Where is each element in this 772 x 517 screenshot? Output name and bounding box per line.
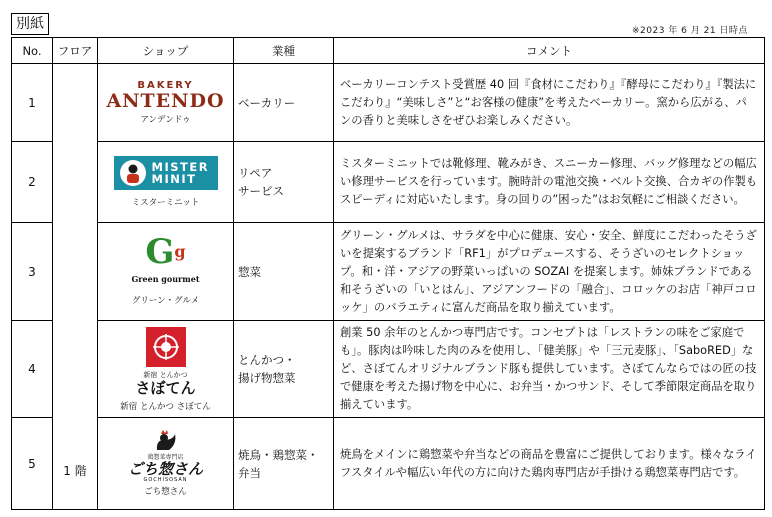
attachment-label: 別紙: [11, 13, 49, 35]
business-cell: [234, 321, 334, 418]
as-of-date: ※2023 年 6 月 21 日時点: [632, 26, 748, 36]
shop-name: 新宿 とんかつ さぼてん: [120, 401, 211, 412]
antendo-logo: [98, 80, 233, 125]
business-cell: [234, 418, 334, 510]
logo-text-main: ANTENDO: [106, 90, 225, 112]
logo-text-line1: MISTER: [151, 160, 210, 174]
comment-cell: 焼鳥をメインに鶏惣菜や弁当などの商品を豊富にご提供しております。様々なライフスタイルや幅広い年代の方に向けた鶏肉専門店が手掛ける鶏惣菜専門店です。: [334, 418, 765, 510]
shop-cell: [98, 64, 234, 142]
business-cell: [234, 223, 334, 321]
row-number: 3: [12, 223, 53, 321]
logo-subtext: 新宿 とんかつ: [143, 370, 188, 379]
saboten-mark-icon: [146, 327, 186, 367]
logo-mark: [145, 232, 186, 274]
table-row: [12, 321, 765, 418]
comment-cell: ベーカリーコンテスト受賞歴 40 回『食材にこだわり』『酵母にこだわり』『製法にこだわり』“美味しさ”と“お客様の健康”を考えたベーカリー。窯から広がる、パンの香りと美味しさをぜひお楽しみください。: [334, 64, 765, 142]
shop-name: アンデンドゥ: [140, 115, 191, 125]
shop-cell: [98, 418, 234, 510]
business-line: サービス: [238, 184, 284, 198]
mister-minit-logo: [98, 156, 233, 208]
logo-subtext: GOCHISOSAN: [143, 477, 188, 483]
shop-cell: [98, 223, 234, 321]
shop-name: グリーン・グルメ: [131, 296, 200, 306]
logo-text-main: さぼてん: [135, 378, 196, 397]
business-line: とんかつ・: [238, 353, 296, 367]
logo-letter-g: g: [174, 242, 186, 261]
row-number: 1: [12, 64, 53, 142]
shop-cell: [98, 321, 234, 418]
logo-letter-G: G: [145, 232, 175, 272]
row-number: 5: [12, 418, 53, 510]
saboten-logo: [98, 327, 233, 412]
green-gourmet-logo: [98, 232, 233, 306]
table-row: [12, 418, 765, 510]
table-row: [12, 142, 765, 223]
business-line: 揚げ物惣菜: [238, 371, 296, 385]
business-line: ベーカリー: [238, 95, 296, 110]
header-comment: コメント: [334, 38, 765, 64]
shop-name: ミスターミニット: [131, 198, 200, 208]
business-line: 弁当: [238, 465, 261, 480]
shop-cell: [98, 142, 234, 223]
logo-text-main: ごち惣さん: [127, 460, 203, 478]
floor-cell: 1 階: [53, 64, 98, 510]
comment-cell: グリーン・グルメは、サラダを中心に健康、安心・安全、鮮度にこだわったそうざいを提案するブランド「RF1」がプロデュースする、そうざいのセレクトショップ。和・洋・アジアの野菜いっぱいの SOZAI を提案します。姉妹ブランドである和そうざいの「いとはん」、アジアンフードの「融合」、コロッケのお店「神戸コロッケ」のバラエティに富んだ商品を取り揃えています。: [334, 223, 765, 321]
header-floor: フロア: [53, 38, 98, 64]
shop-table: [11, 37, 765, 510]
business-line: 惣菜: [238, 264, 261, 279]
logo-text-line2: MINIT: [151, 172, 197, 186]
header-shop: ショップ: [98, 38, 234, 64]
shop-name: ごち惣さん: [144, 487, 187, 497]
row-number: 2: [12, 142, 53, 223]
logo-text-top: BAKERY: [137, 80, 194, 91]
business-cell: [234, 64, 334, 142]
logo-badge: [114, 156, 218, 190]
rooster-icon: [153, 430, 179, 452]
table-header-row: [12, 38, 765, 64]
business-line: 焼鳥・鶏惣菜・: [238, 447, 319, 462]
logo-subtext-top: 鶏惣菜専門店: [147, 454, 184, 461]
comment-cell: ミスターミニットでは靴修理、靴みがき、スニーカー修理、バッグ修理などの幅広い修理サービスを行っています。腕時計の電池交換・ベルト交換、合カギの作製もスピーディに対応いたします。身の回りの”困った”はお気軽にご相談ください。: [334, 142, 765, 223]
header-business: 業種: [234, 38, 334, 64]
logo-subtext: Green gourmet: [131, 274, 200, 284]
row-number: 4: [12, 321, 53, 418]
table-row: [12, 223, 765, 321]
minit-mascot-icon: [118, 158, 148, 188]
gochisosan-logo: [98, 430, 233, 497]
table-row: [12, 64, 765, 142]
business-cell: [234, 142, 334, 223]
comment-cell: 創業 50 余年のとんかつ専門店です。コンセプトは「レストランの味をご家庭でも」。豚肉は吟味した肉のみを使用し、「健美豚」や「三元麦豚」、「SaboRED」など、さぼてんオリジナルブランド豚も提供しています。さぼてんならではの匠の技で健康を考えた揚げ物を中心に、お弁当・かつサンド、そして季節限定商品を取り揃えています。: [334, 321, 765, 418]
business-line: リペア: [238, 166, 273, 180]
header-no: No.: [12, 38, 53, 64]
